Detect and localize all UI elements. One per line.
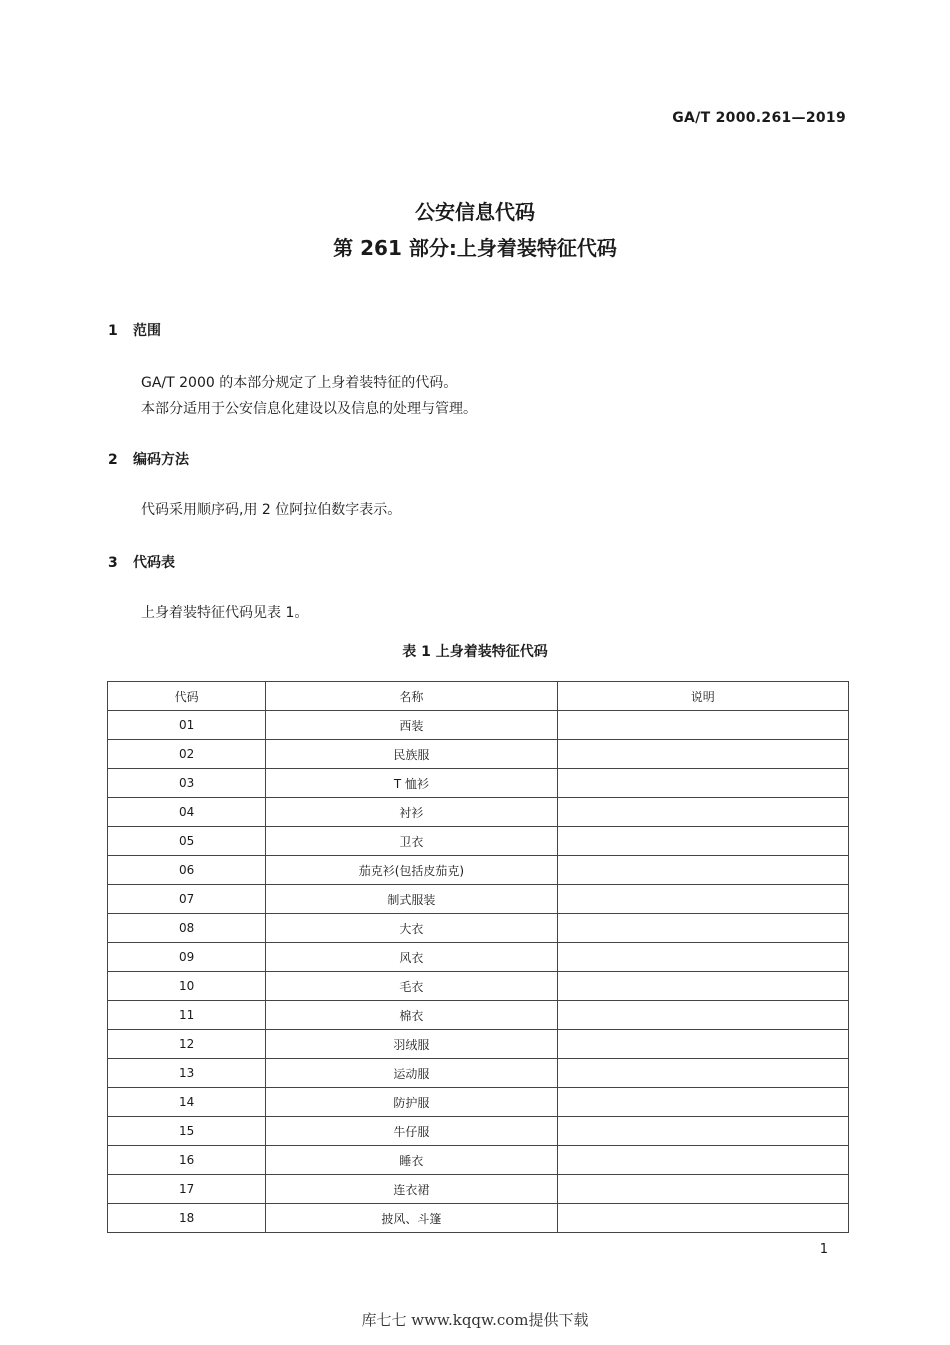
- cell-code: 18: [108, 1204, 266, 1233]
- section-number: 2: [108, 452, 118, 468]
- cell-code: 16: [108, 1146, 266, 1175]
- document-subtitle: 第 261 部分:上身着装特征代码: [333, 236, 617, 260]
- header-name: 名称: [266, 682, 557, 711]
- cell-code: 03: [108, 769, 266, 798]
- cell-description: [557, 711, 848, 740]
- cell-description: [557, 856, 848, 885]
- cell-description: [557, 1059, 848, 1088]
- cell-name: 防护服: [266, 1088, 557, 1117]
- cell-code: 13: [108, 1059, 266, 1088]
- cell-code: 10: [108, 972, 266, 1001]
- cell-description: [557, 827, 848, 856]
- paragraph: 本部分适用于公安信息化建设以及信息的处理与管理。: [141, 401, 477, 417]
- table-row: [108, 1146, 849, 1175]
- header-description: 说明: [557, 682, 848, 711]
- table-row: [108, 827, 849, 856]
- section-title: 编码方法: [133, 452, 189, 468]
- cell-code: 04: [108, 798, 266, 827]
- table-row: [108, 769, 849, 798]
- cell-code: 01: [108, 711, 266, 740]
- cell-description: [557, 1088, 848, 1117]
- cell-name: 民族服: [266, 740, 557, 769]
- table-row: [108, 1204, 849, 1233]
- cell-name: 连衣裙: [266, 1175, 557, 1204]
- standard-number: GA/T 2000.261—2019: [672, 110, 846, 126]
- section-number: 3: [108, 555, 118, 571]
- table-row: [108, 740, 849, 769]
- cell-description: [557, 972, 848, 1001]
- cell-name: 西装: [266, 711, 557, 740]
- cell-name: 茄克衫(包括皮茄克): [266, 856, 557, 885]
- cell-code: 06: [108, 856, 266, 885]
- cell-code: 02: [108, 740, 266, 769]
- paragraph: 代码采用顺序码,用 2 位阿拉伯数字表示。: [141, 502, 402, 518]
- paragraph: GA/T 2000 的本部分规定了上身着装特征的代码。: [141, 375, 458, 391]
- paragraph: 上身着装特征代码见表 1。: [141, 605, 309, 621]
- table-row: [108, 1088, 849, 1117]
- table-row: [108, 1001, 849, 1030]
- cell-name: 制式服装: [266, 885, 557, 914]
- cell-name: 牛仔服: [266, 1117, 557, 1146]
- table-row: [108, 1030, 849, 1059]
- cell-code: 17: [108, 1175, 266, 1204]
- cell-description: [557, 943, 848, 972]
- cell-code: 12: [108, 1030, 266, 1059]
- cell-description: [557, 1030, 848, 1059]
- table-row: [108, 1175, 849, 1204]
- cell-name: 棉衣: [266, 1001, 557, 1030]
- cell-name: 运动服: [266, 1059, 557, 1088]
- table-header-row: [108, 682, 849, 711]
- cell-description: [557, 1117, 848, 1146]
- cell-name: 毛衣: [266, 972, 557, 1001]
- cell-name: 风衣: [266, 943, 557, 972]
- table-row: [108, 1059, 849, 1088]
- section-title: 代码表: [133, 555, 175, 571]
- table-row: [108, 885, 849, 914]
- cell-code: 11: [108, 1001, 266, 1030]
- cell-description: [557, 885, 848, 914]
- cell-code: 09: [108, 943, 266, 972]
- cell-name: 披风、斗篷: [266, 1204, 557, 1233]
- cell-name: 大衣: [266, 914, 557, 943]
- table-row: [108, 798, 849, 827]
- cell-name: 卫衣: [266, 827, 557, 856]
- cell-description: [557, 1204, 848, 1233]
- cell-description: [557, 1146, 848, 1175]
- cell-code: 08: [108, 914, 266, 943]
- section-heading-scope: [108, 320, 161, 340]
- section-title: 范围: [133, 323, 161, 339]
- cell-description: [557, 740, 848, 769]
- cell-name: T 恤衫: [266, 769, 557, 798]
- section-heading-coding-method: [108, 449, 189, 469]
- table-row: [108, 1117, 849, 1146]
- cell-description: [557, 914, 848, 943]
- section-number: 1: [108, 323, 118, 339]
- page-number: 1: [819, 1242, 828, 1257]
- section-heading-code-table: [108, 552, 175, 572]
- cell-name: 羽绒服: [266, 1030, 557, 1059]
- cell-description: [557, 1001, 848, 1030]
- table-row: [108, 711, 849, 740]
- table-row: [108, 943, 849, 972]
- cell-code: 15: [108, 1117, 266, 1146]
- document-title: 公安信息代码: [415, 200, 535, 224]
- footer-watermark: 库七七 www.kqqw.com提供下载: [361, 1311, 589, 1329]
- table-row: [108, 914, 849, 943]
- header-code: 代码: [108, 682, 266, 711]
- code-table: [107, 681, 849, 1233]
- cell-description: [557, 798, 848, 827]
- table-caption: 表 1 上身着装特征代码: [402, 644, 548, 660]
- cell-name: 睡衣: [266, 1146, 557, 1175]
- cell-description: [557, 1175, 848, 1204]
- table-row: [108, 856, 849, 885]
- cell-code: 14: [108, 1088, 266, 1117]
- cell-code: 07: [108, 885, 266, 914]
- cell-description: [557, 769, 848, 798]
- table-row: [108, 972, 849, 1001]
- cell-name: 衬衫: [266, 798, 557, 827]
- cell-code: 05: [108, 827, 266, 856]
